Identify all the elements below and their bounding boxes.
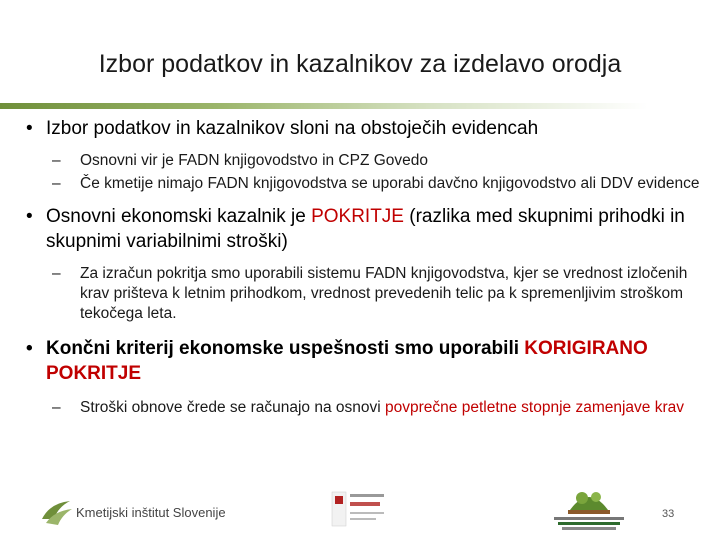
- title-divider: [0, 103, 720, 109]
- bullet-2-sub-1-text: Za izračun pokritja smo uporabili sistemu FADN knjigovodstva, kjer se vrednost izločenih krav prišteva k letnim prihodkom, vrednost prevedenih telic pa k spremenljivim stroškom tekočega leta.: [80, 265, 688, 322]
- dash-marker: –: [52, 175, 61, 192]
- program-logo-icon: [548, 480, 630, 534]
- program-logo: [548, 480, 630, 534]
- bullet-2-sub-1: [22, 264, 702, 324]
- slide-title: Izbor podatkov in kazalnikov za izdelavo orodja: [98, 50, 622, 78]
- bullet-2-highlight: POKRITJE: [311, 206, 404, 227]
- slide-content: [22, 116, 702, 418]
- bullet-1-sub-2-text: Če kmetije nimajo FADN knjigovodstva se uporabi davčno knjigovodstvo ali DDV evidence: [80, 175, 700, 192]
- bullet-3-text-before: Končni kriterij ekonomske uspešnosti smo uporabili: [46, 338, 525, 359]
- bullet-3-sub-1-highlight: povprečne petletne stopnje zamenjave krav: [385, 399, 685, 416]
- bullet-2-text-before: Osnovni ekonomski kazalnik je: [46, 206, 312, 227]
- university-logo-icon: [330, 488, 390, 532]
- bullet-1-sub-1: [22, 151, 702, 171]
- bullet-2-text-after: (razlika med skupnimi prihodki in skupnimi variabilnimi stroški): [46, 206, 685, 252]
- bullet-1-sub-2: [22, 174, 702, 194]
- kis-logo: [40, 497, 226, 529]
- kis-logo-icon: [40, 497, 74, 527]
- bullet-3-sub-1: [22, 398, 702, 418]
- kis-logo-text: Kmetijski inštitut Slovenije: [76, 505, 226, 520]
- dash-marker: –: [52, 265, 61, 282]
- bullet-2: [22, 204, 702, 254]
- page-number: 33: [662, 508, 675, 520]
- bullet-1: [22, 116, 702, 141]
- bullet-1-sub-1-text: Osnovni vir je FADN knjigovodstvo in CPZ Govedo: [80, 152, 429, 169]
- bullet-3: [22, 336, 702, 386]
- bullet-3-highlight: KORIGIRANO POKRITJE: [46, 338, 648, 384]
- dash-marker: –: [52, 152, 61, 169]
- bullet-1-text: Izbor podatkov in kazalnikov sloni na obstoječih evidencah: [46, 118, 539, 139]
- university-logo: [330, 488, 390, 532]
- dash-marker: –: [52, 399, 61, 416]
- bullet-3-sub-1-text: Stroški obnove črede se računajo na osnovi: [80, 399, 386, 416]
